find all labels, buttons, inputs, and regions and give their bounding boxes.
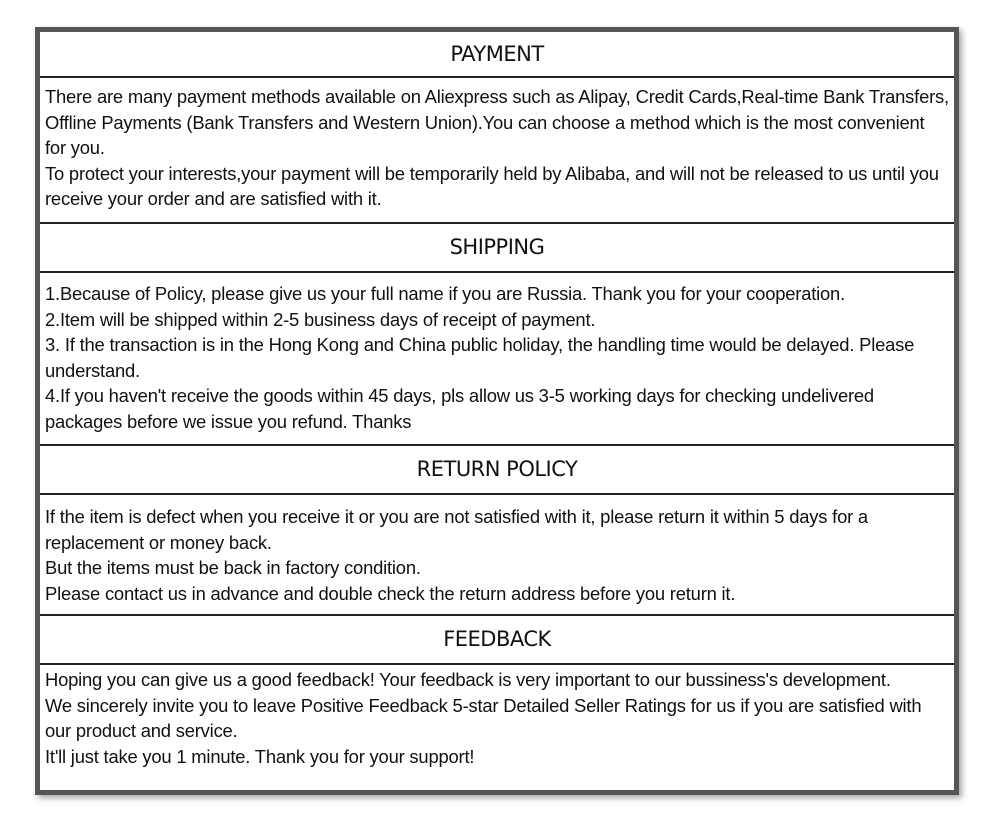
payment-header: PAYMENT: [40, 32, 954, 78]
feedback-paragraph: We sincerely invite you to leave Positive Feedback 5-star Detailed Seller Ratings for us if you are satisfied with our product and service.: [45, 694, 922, 741]
return-policy-body: [40, 504, 954, 614]
return-policy-paragraph: Please contact us in advance and double check the return address before you return it.: [45, 582, 736, 604]
shipping-paragraph: 4.If you haven't receive the goods within 45 days, pls allow us 3-5 working days for checking undelivered packages before we issue you refund. Thanks: [45, 385, 874, 432]
return-policy-header: RETURN POLICY: [40, 444, 954, 495]
return-policy-paragraph: But the items must be back in factory condition.: [45, 557, 421, 578]
shipping-paragraph: 3. If the transaction is in the Hong Kong and China public holiday, the handling time would be delayed. Please understand.: [45, 334, 915, 381]
shipping-body: [40, 281, 954, 444]
shipping-paragraph: 2.Item will be shipped within 2-5 business days of receipt of payment.: [45, 308, 596, 330]
payment-paragraph: To protect your interests,your payment will be temporarily held by Alibaba, and will not be released to us until you receive your order and are satisfied with it.: [45, 162, 939, 209]
payment-body: [40, 84, 954, 222]
feedback-body: [40, 667, 954, 792]
feedback-paragraph: It'll just take you 1 minute. Thank you for your support!: [45, 745, 475, 767]
feedback-header: FEEDBACK: [40, 614, 954, 665]
payment-paragraph: There are many payment methods available on Aliexpress such as Alipay, Credit Cards,Real-time Bank Transfers, Offline Payments (Bank Transfers and Western Union).You can choose a method which is the most convenient for you.: [45, 86, 949, 158]
feedback-paragraph: Hoping you can give us a good feedback! Your feedback is very important to our bussiness's development.: [45, 669, 891, 690]
return-policy-paragraph: If the item is defect when you receive it or you are not satisfied with it, please return it within 5 days for a replacement or money back.: [45, 506, 868, 553]
policy-frame: [35, 27, 959, 795]
shipping-paragraph: 1.Because of Policy, please give us your full name if you are Russia. Thank you for your cooperation.: [45, 283, 845, 304]
shipping-header: SHIPPING: [40, 222, 954, 273]
